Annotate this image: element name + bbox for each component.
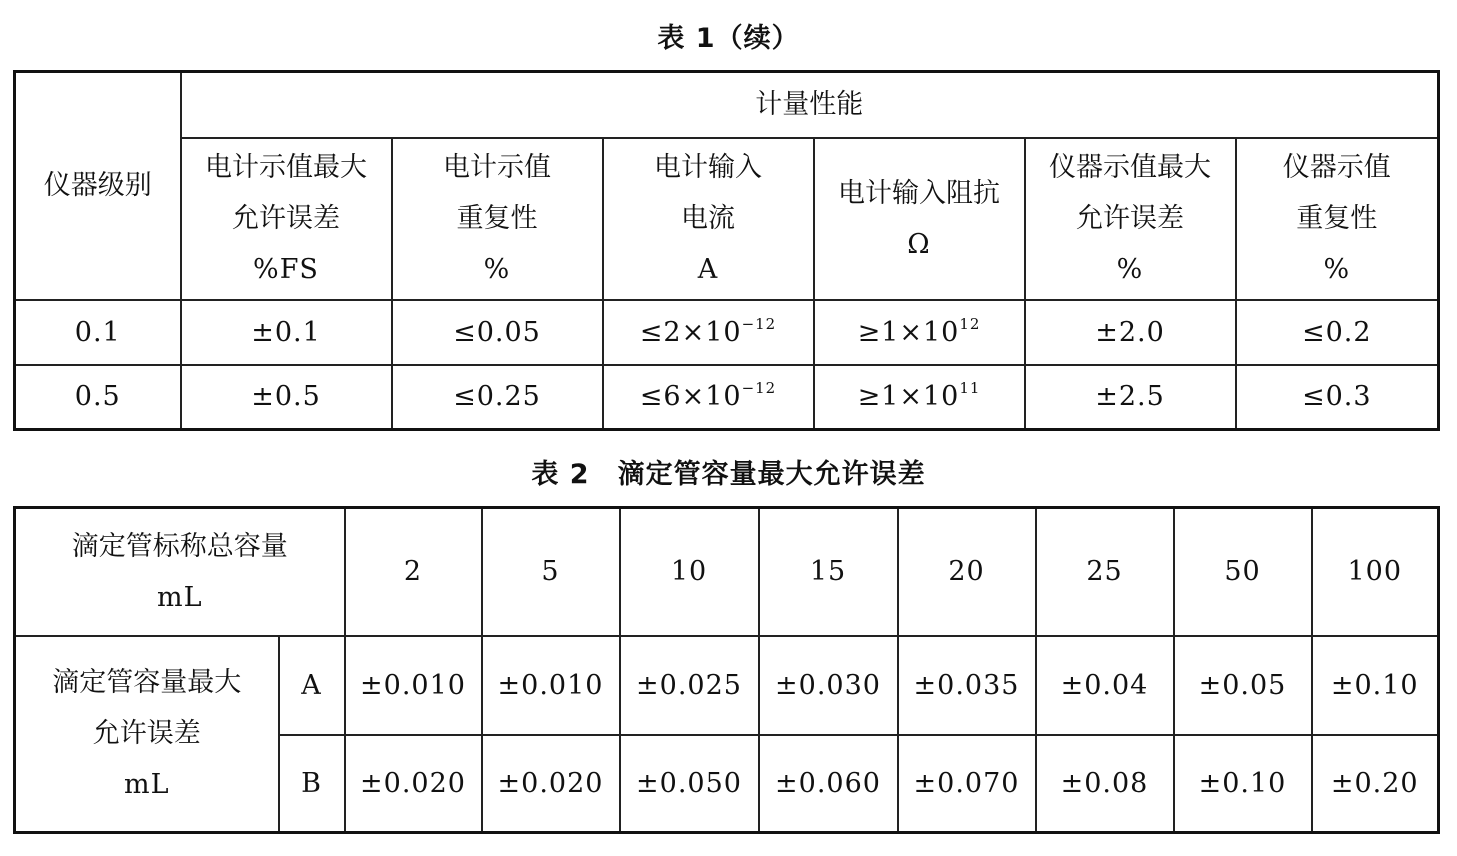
col-header-meter-max-error: 电计示值最大 允许误差 %FS	[181, 138, 392, 300]
cell-instr-error: ±2.0	[1025, 300, 1236, 365]
error-value: ±0.10	[1312, 636, 1439, 735]
capacity-value: 2	[345, 508, 482, 636]
error-value: ±0.10	[1174, 735, 1312, 833]
cell-meter-error: ±0.1	[181, 300, 392, 365]
capacity-value: 10	[620, 508, 759, 636]
capacity-value: 50	[1174, 508, 1312, 636]
cell-input-current: $\le 6\times 10^{-12}$	[603, 365, 814, 430]
capacity-value: 15	[759, 508, 898, 636]
table2-caption: 表 2 滴定管容量最大允许误差	[531, 459, 926, 490]
cell-input-impedance: $\ge 1\times 10^{12}$	[814, 300, 1025, 365]
error-value: ±0.030	[759, 636, 898, 735]
error-header: 滴定管容量最大 允许误差 mL	[15, 636, 279, 833]
cell-instr-repeat: ≤0.3	[1236, 365, 1439, 430]
col-header-instrument-max-error: 仪器示值最大 允许误差 %	[1025, 138, 1236, 300]
cell-level: 0.1	[15, 300, 181, 365]
cell-instr-repeat: ≤0.2	[1236, 300, 1439, 365]
error-value: ±0.050	[620, 735, 759, 833]
cell-meter-repeat: ≤0.25	[392, 365, 603, 430]
grade-label: A	[279, 636, 345, 735]
error-value: ±0.20	[1312, 735, 1439, 833]
error-value: ±0.025	[620, 636, 759, 735]
cell-level: 0.5	[15, 365, 181, 430]
col-header-meter-input-current: 电计输入 电流 A	[603, 138, 814, 300]
col-header-instrument-repeatability: 仪器示值 重复性 %	[1236, 138, 1439, 300]
table2-burette-capacity-error	[13, 506, 1440, 834]
table1-caption: 表 1（续）	[657, 23, 800, 54]
capacity-value: 20	[898, 508, 1036, 636]
col-header-meter-input-impedance: 电计输入阻抗 Ω	[814, 138, 1025, 300]
error-value: ±0.035	[898, 636, 1036, 735]
cell-input-current: $\le 2\times 10^{-12}$	[603, 300, 814, 365]
table-row	[15, 365, 1439, 430]
table-row	[15, 636, 1439, 735]
error-value: ±0.070	[898, 735, 1036, 833]
error-value: ±0.060	[759, 735, 898, 833]
error-value: ±0.08	[1036, 735, 1174, 833]
metrological-performance-header: 计量性能	[181, 72, 1439, 138]
error-value: ±0.04	[1036, 636, 1174, 735]
error-value: ±0.010	[345, 636, 482, 735]
col-header-meter-repeatability: 电计示值 重复性 %	[392, 138, 603, 300]
capacity-value: 25	[1036, 508, 1174, 636]
instrument-level-header: 仪器级别	[15, 72, 181, 300]
table1-metrological-performance	[13, 70, 1440, 431]
error-value: ±0.010	[482, 636, 620, 735]
capacity-value: 100	[1312, 508, 1439, 636]
cell-input-impedance: $\ge 1\times 10^{11}$	[814, 365, 1025, 430]
table-row	[15, 300, 1439, 365]
cell-meter-repeat: ≤0.05	[392, 300, 603, 365]
capacity-value: 5	[482, 508, 620, 636]
grade-label: B	[279, 735, 345, 833]
error-value: ±0.020	[345, 735, 482, 833]
capacity-header: 滴定管标称总容量 mL	[15, 508, 345, 636]
error-value: ±0.05	[1174, 636, 1312, 735]
cell-meter-error: ±0.5	[181, 365, 392, 430]
cell-instr-error: ±2.5	[1025, 365, 1236, 430]
error-value: ±0.020	[482, 735, 620, 833]
